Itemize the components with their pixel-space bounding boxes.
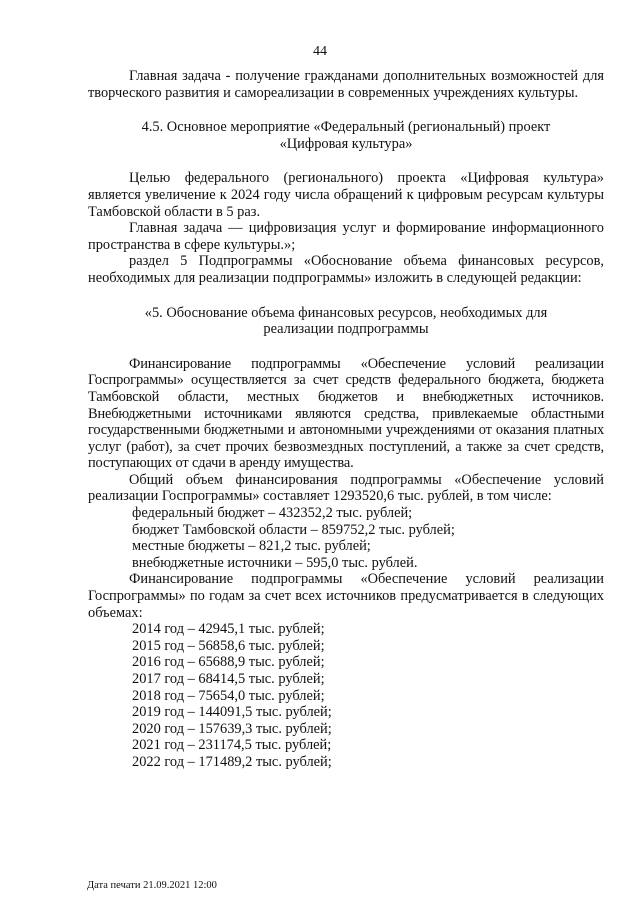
list-item: бюджет Тамбовской области – 859752,2 тыс. рублей;: [132, 521, 455, 538]
paragraph-financing-sources: Финансирование подпрограммы «Обеспечение условий реализации Госпрограммы» осуществляется за счет средств федерального бюджета, бюджета Тамбовской области, местных бюджетов и внебюджетных источников. Внебюджетными источниками являются средства, привлекаемые областными государственными бюджетными и автономными учреждениями от оказания платных услуг (работ), за счет прочих безвозмездных поступлений, а также за счет средств, поступающих от сдачи в аренду имущества.: [88, 355, 604, 472]
sources-list: [88, 505, 604, 571]
paragraph-task: Главная задача — цифровизация услуг и формирование информационного пространства в сфере культуры.»;: [88, 220, 604, 253]
list-item: 2022 год – 171489,2 тыс. рублей;: [132, 753, 332, 770]
paragraph-amendment: раздел 5 Подпрограммы «Обоснование объема финансовых ресурсов, необходимых для реализации подпрограммы» изложить в следующей редакции:: [88, 253, 604, 286]
heading-4-5-line1: 4.5. Основное мероприятие «Федеральный (региональный) проект: [141, 119, 551, 136]
list-item: 2015 год – 56858,6 тыс. рублей;: [132, 637, 325, 654]
paragraph-goal: Целью федерального (регионального) проекта «Цифровая культура» является увеличение к 2024 году числа обращений к цифровым ресурсам культуры Тамбовской области в 5 раз.: [88, 170, 604, 220]
list-item: 2019 год – 144091,5 тыс. рублей;: [132, 704, 332, 721]
list-item: 2018 год – 75654,0 тыс. рублей;: [132, 687, 325, 704]
paragraph-by-years: Финансирование подпрограммы «Обеспечение условий реализации Госпрограммы» по годам за счет всех источников предусматривается в следующих объемах:: [88, 571, 604, 621]
list-item: федеральный бюджет – 432352,2 тыс. рублей;: [132, 505, 413, 522]
heading-5-line2: реализации подпрограммы: [263, 321, 429, 338]
page-number: 44: [313, 44, 327, 59]
print-date-footer: Дата печати 21.09.2021 12:00: [87, 880, 217, 891]
list-item: 2020 год – 157639,3 тыс. рублей;: [132, 720, 332, 737]
years-list: [88, 621, 604, 770]
list-item: внебюджетные источники – 595,0 тыс. рублей.: [132, 554, 418, 571]
heading-5: [88, 305, 604, 338]
paragraph-total-volume: Общий объем финансирования подпрограммы «Обеспечение условий реализации Госпрограммы» составляет 1293520,6 тыс. рублей, в том числе:: [88, 471, 604, 505]
paragraph-main-task: Главная задача - получение гражданами дополнительных возможностей для творческого развития и самореализации в современных учреждениях культуры.: [88, 68, 604, 101]
list-item: 2017 год – 68414,5 тыс. рублей;: [132, 671, 325, 687]
list-item: 2021 год – 231174,5 тыс. рублей;: [132, 737, 332, 754]
heading-4-5: [88, 119, 604, 152]
heading-4-5-line2: «Цифровая культура»: [279, 135, 413, 152]
list-item: местные бюджеты – 821,2 тыс. рублей;: [132, 538, 371, 555]
list-item: 2016 год – 65688,9 тыс. рублей;: [132, 654, 325, 671]
list-item: 2014 год – 42945,1 тыс. рублей;: [132, 621, 325, 638]
heading-5-line1: «5. Обоснование объема финансовых ресурсов, необходимых для: [144, 304, 548, 321]
document-body: [88, 68, 604, 771]
